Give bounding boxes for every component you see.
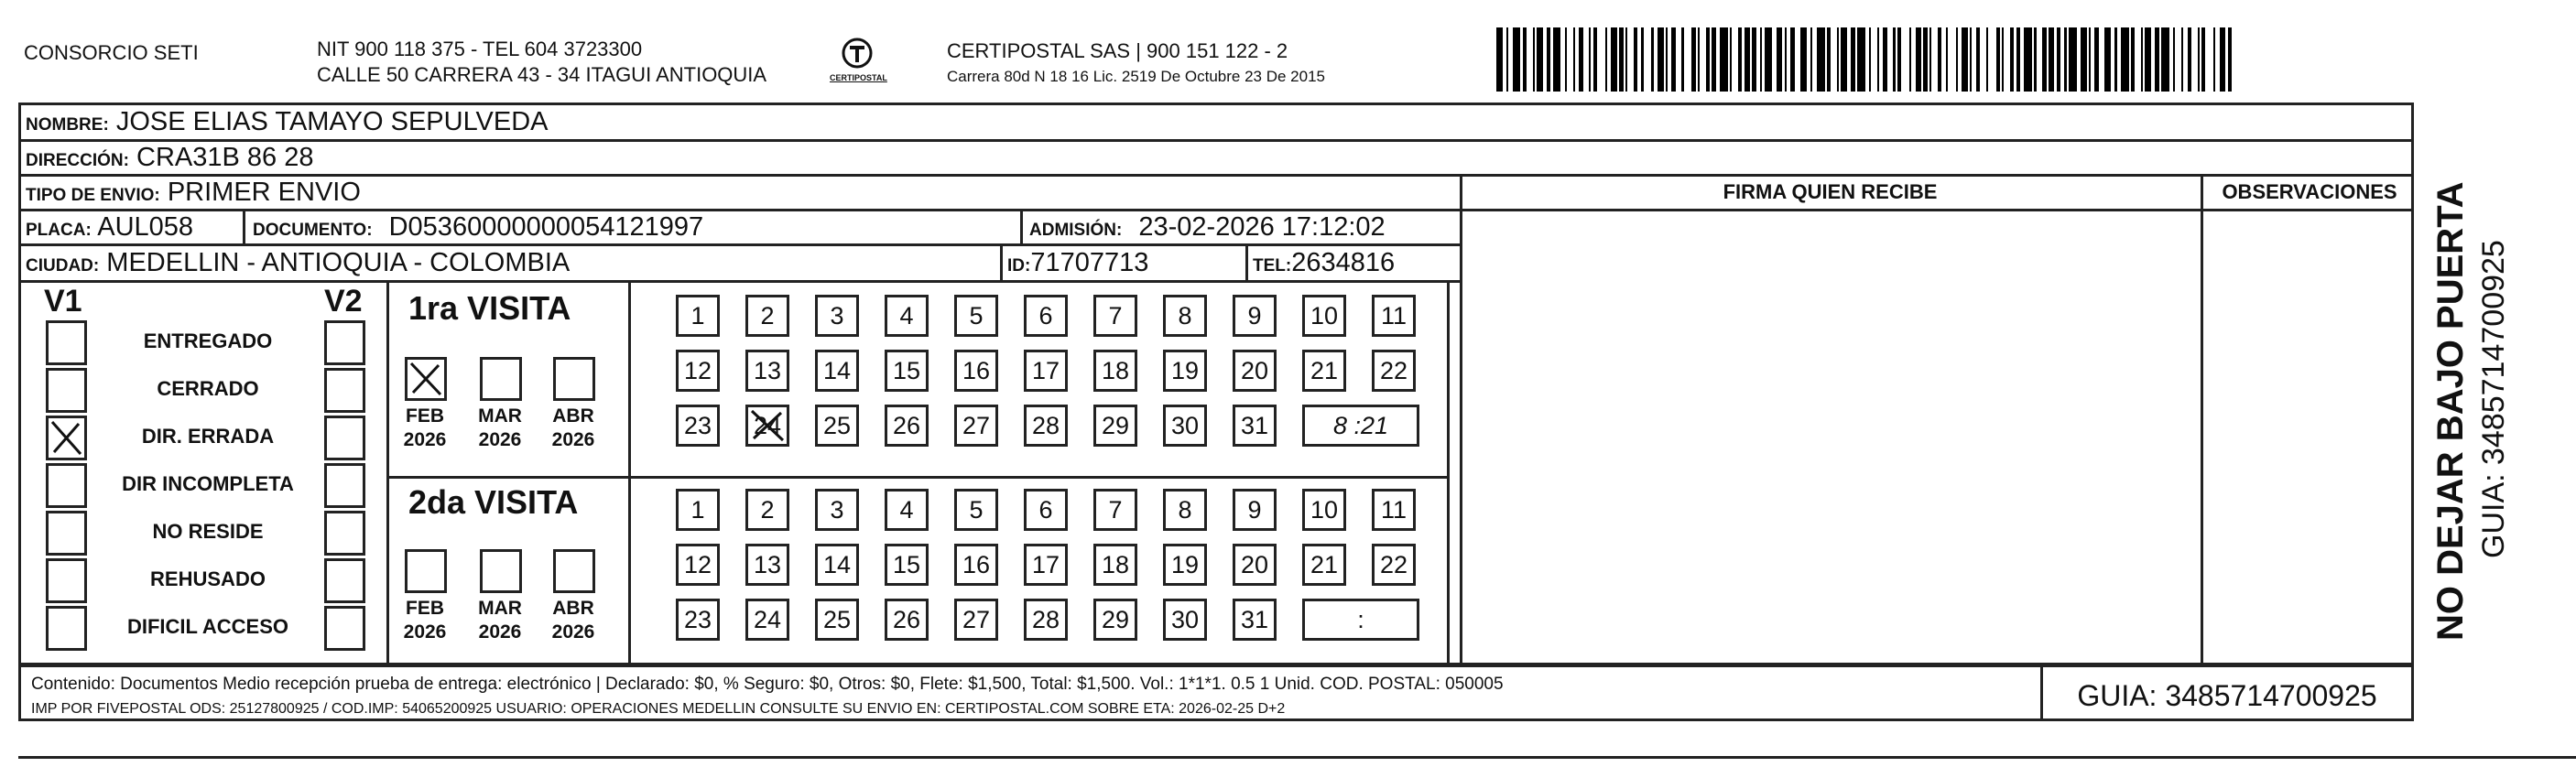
tel-field: [1253, 247, 1395, 282]
barcode-bar: [1785, 27, 1787, 92]
barcode-bar: [2220, 27, 2226, 92]
day-box[interactable]: 23: [676, 405, 720, 447]
x-mark-icon: [49, 418, 84, 458]
v2-checkbox[interactable]: [324, 558, 365, 603]
barcode-bar: [1641, 27, 1643, 92]
day-box[interactable]: 14: [815, 350, 859, 392]
day-box[interactable]: 29: [1093, 405, 1137, 447]
certipostal-line: CERTIPOSTAL SAS | 900 151 122 - 2: [947, 39, 1288, 62]
barcode-bar: [2010, 27, 2014, 92]
barcode-bar: [2104, 27, 2111, 92]
month-year: 2026: [478, 429, 522, 450]
day-box[interactable]: 4: [885, 295, 929, 337]
direccion-value: CRA31B 86 28: [136, 143, 314, 172]
documento-field: [253, 211, 703, 246]
barcode-bar: [1537, 27, 1543, 92]
day-box[interactable]: 8: [1163, 295, 1207, 337]
id-label: ID:: [1007, 256, 1031, 275]
barcode-bar: [1589, 27, 1591, 92]
barcode-bar: [1996, 27, 2000, 92]
status-label: CERRADO: [157, 377, 259, 400]
barcode-bar: [2228, 27, 2232, 92]
v1-checkbox[interactable]: [46, 320, 87, 365]
footer-contenido: Contenido: Documentos Medio recepción prueba de entrega: electrónico | Declarado: $0, % Seguro: $0, Otros: $0, Flete: $1,500, Total: $1,500. Vol.: 1*1*1. 0.5 1 Unid. COD. POSTAL: 050005: [31, 675, 1504, 694]
day-box[interactable]: 11: [1372, 295, 1416, 337]
barcode-bar: [1810, 27, 1812, 92]
barcode-bar: [1712, 27, 1715, 92]
day-box[interactable]: 13: [745, 544, 789, 586]
status-label: DIFICIL ACCESO: [126, 615, 288, 638]
tel-value: 2634816: [1291, 248, 1396, 277]
v2-checkbox[interactable]: [324, 416, 365, 460]
day-box[interactable]: 11: [1372, 489, 1416, 531]
status-label: ENTREGADO: [143, 329, 273, 352]
id-field: [1007, 247, 1148, 282]
documento-label: DOCUMENTO:: [253, 221, 373, 240]
barcode-bar: [1760, 27, 1762, 92]
footer-imp: IMP POR FIVEPOSTAL ODS: 25127800925 / COD.IMP: 54065200925 USUARIO: OPERACIONES MEDELLIN CONSULTE SU ENVIO EN: CERTIPOSTAL.COM SOBRE ETA: 2026-02-25 D+2: [31, 701, 1286, 717]
v1-checkbox[interactable]: [46, 511, 87, 556]
admision-value: 23-02-2026 17:12:02: [1138, 212, 1386, 242]
day-box[interactable]: 8: [1163, 489, 1207, 531]
day-box[interactable]: 22: [1372, 350, 1416, 392]
ciudad-field: [26, 247, 570, 282]
barcode-bar: [1916, 27, 1922, 92]
barcode-bar: [1745, 27, 1751, 92]
v1-checkbox[interactable]: [46, 368, 87, 413]
barcode-bar: [1605, 27, 1607, 92]
v1-checkbox[interactable]: [46, 463, 87, 508]
barcode-bar: [1523, 27, 1527, 92]
barcode-bar: [1929, 27, 1931, 92]
tipo-envio-label: TIPO DE ENVIO:: [26, 186, 160, 205]
month-year: 2026: [478, 621, 522, 643]
barcode-bar: [1752, 27, 1755, 92]
barcode-bar: [1706, 27, 1710, 92]
nombre-field: [26, 106, 549, 141]
v1-checkbox[interactable]: [46, 558, 87, 603]
month-label: ABR: [552, 405, 594, 427]
day-box[interactable]: 14: [815, 544, 859, 586]
barcode-bar: [1909, 27, 1911, 92]
barcode-bar: [2057, 27, 2060, 92]
side-guia: GUIA: 3485714700925: [2476, 240, 2511, 558]
month-label: MAR: [478, 405, 522, 427]
day-box[interactable]: 21: [1302, 350, 1346, 392]
barcode-icon: [1496, 27, 2229, 92]
barcode-bar: [2161, 27, 2169, 92]
x-mark-icon: [408, 360, 444, 398]
license-line: Carrera 80d N 18 16 Lic. 2519 De Octubre 23 De 2015: [947, 68, 1325, 85]
day-box[interactable]: 10: [1302, 295, 1346, 337]
day-box[interactable]: 19: [1163, 350, 1207, 392]
barcode-bar: [2002, 27, 2004, 92]
month-year: 2026: [551, 621, 595, 643]
barcode-bar: [2089, 27, 2091, 92]
day-box[interactable]: 12: [676, 350, 720, 392]
barcode-bar: [1938, 27, 1941, 92]
day-box[interactable]: 17: [1024, 350, 1068, 392]
barcode-bar: [2181, 27, 2183, 92]
barcode-bar: [2155, 27, 2158, 92]
month-label: FEB: [406, 405, 444, 427]
nit-line: NIT 900 118 375 - TEL 604 3723300: [317, 38, 643, 60]
day-box[interactable]: 6: [1024, 295, 1068, 337]
tel-label: TEL:: [1253, 256, 1292, 275]
barcode-bar: [2094, 27, 2098, 92]
day-box[interactable]: 5: [954, 295, 998, 337]
barcode-bar: [2131, 27, 2135, 92]
barcode-bar: [1976, 27, 1980, 92]
day-box[interactable]: 3: [815, 295, 859, 337]
barcode-bar: [1681, 27, 1683, 92]
day-box[interactable]: 31: [1233, 599, 1277, 641]
barcode-bar: [1720, 27, 1728, 92]
admision-field: [1029, 211, 1386, 246]
admision-label: ADMISIÓN:: [1029, 221, 1123, 240]
tipo-envio-value: PRIMER ENVIO: [167, 178, 361, 207]
day-box[interactable]: 25: [815, 599, 859, 641]
barcode-bar: [1553, 27, 1561, 92]
barcode-bar: [1565, 27, 1567, 92]
month-checkbox[interactable]: [405, 549, 447, 593]
day-box[interactable]: 15: [885, 544, 929, 586]
day-box[interactable]: 30: [1163, 599, 1207, 641]
barcode-bar: [2024, 27, 2032, 92]
month-checkbox[interactable]: [480, 357, 522, 401]
barcode-bar: [2121, 27, 2129, 92]
day-box[interactable]: 28: [1024, 405, 1068, 447]
barcode-bar: [1897, 27, 1901, 92]
day-box[interactable]: 5: [954, 489, 998, 531]
v1-checkbox[interactable]: [46, 606, 87, 651]
day-box[interactable]: 27: [954, 599, 998, 641]
barcode-bar: [1573, 27, 1575, 92]
day-box[interactable]: 23: [676, 599, 720, 641]
day-box[interactable]: 25: [815, 405, 859, 447]
barcode-bar: [1869, 27, 1871, 92]
barcode-bar: [1986, 27, 1988, 92]
v1-header: V1: [44, 284, 82, 319]
barcode-bar: [2114, 27, 2116, 92]
barcode-bar: [1841, 27, 1847, 92]
barcode-bar: [1666, 27, 1668, 92]
placa-value: AUL058: [97, 212, 194, 242]
first-visit-title: 1ra VISITA: [408, 289, 571, 327]
status-label: NO RESIDE: [152, 520, 264, 543]
month-year: 2026: [551, 429, 595, 450]
day-box[interactable]: 10: [1302, 489, 1346, 531]
ciudad-value: MEDELLIN - ANTIOQUIA - COLOMBIA: [106, 248, 571, 277]
barcode-bar: [1857, 27, 1865, 92]
day-box[interactable]: 20: [1233, 350, 1277, 392]
barcode-bar: [2188, 27, 2191, 92]
barcode-bar: [2034, 27, 2036, 92]
day-box[interactable]: 7: [1093, 489, 1137, 531]
barcode-bar: [1777, 27, 1783, 92]
day-box[interactable]: 31: [1233, 405, 1277, 447]
status-label: REHUSADO: [150, 567, 266, 590]
barcode-bar: [1533, 27, 1535, 92]
barcode-bar: [2213, 27, 2215, 92]
firma-header: FIRMA QUIEN RECIBE: [1723, 180, 1938, 203]
barcode-bar: [2064, 27, 2066, 92]
barcode-bar: [1827, 27, 1831, 92]
placa-field: [26, 211, 193, 246]
day-box[interactable]: 19: [1163, 544, 1207, 586]
barcode-bar: [1671, 27, 1675, 92]
status-label: DIR INCOMPLETA: [122, 472, 294, 495]
barcode-bar: [1738, 27, 1742, 92]
certipostal-logo-icon: [839, 37, 875, 73]
v2-header: V2: [324, 284, 363, 319]
barcode-bar: [1790, 27, 1794, 92]
v1-checkbox[interactable]: [46, 416, 87, 460]
barcode-bar: [1837, 27, 1839, 92]
day-box[interactable]: 1: [676, 295, 720, 337]
barcode-bar: [2145, 27, 2151, 92]
barcode-bar: [1634, 27, 1637, 92]
day-box[interactable]: 27: [954, 405, 998, 447]
month-label: MAR: [478, 598, 522, 619]
barcode-bar: [2173, 27, 2175, 92]
barcode-bar: [1698, 27, 1700, 92]
month-checkbox[interactable]: [553, 549, 595, 593]
barcode-bar: [1496, 27, 1503, 92]
day-box[interactable]: 29: [1093, 599, 1137, 641]
barcode-bar: [2069, 27, 2077, 92]
barcode-bar: [1513, 27, 1521, 92]
day-box[interactable]: 20: [1233, 544, 1277, 586]
month-checkbox[interactable]: [553, 357, 595, 401]
month-checkbox[interactable]: [405, 357, 447, 401]
direccion-field: [26, 142, 313, 177]
barcode-bar: [1730, 27, 1732, 92]
barcode-bar: [1547, 27, 1550, 92]
tipo-envio-field: [26, 177, 361, 211]
month-checkbox[interactable]: [480, 549, 522, 593]
documento-value: D05360000000054121997: [388, 212, 704, 242]
barcode-bar: [1765, 27, 1773, 92]
v2-checkbox[interactable]: [324, 368, 365, 413]
month-year: 2026: [403, 621, 447, 643]
nombre-value: JOSE ELIAS TAMAYO SEPULVEDA: [115, 107, 549, 136]
barcode-bar: [1946, 27, 1948, 92]
barcode-bar: [1851, 27, 1854, 92]
day-box[interactable]: 2: [745, 489, 789, 531]
barcode-bar: [2042, 27, 2046, 92]
barcode-bar: [2201, 27, 2205, 92]
no-dejar-bajo-puerta: NO DEJAR BAJO PUERTA: [2430, 181, 2471, 641]
month-label: ABR: [552, 598, 594, 619]
barcode-bar: [2016, 27, 2020, 92]
day-box[interactable]: 16: [954, 350, 998, 392]
day-box[interactable]: 6: [1024, 489, 1068, 531]
barcode-bar: [1691, 27, 1695, 92]
day-box[interactable]: 18: [1093, 544, 1137, 586]
barcode-bar: [2141, 27, 2143, 92]
day-box[interactable]: 12: [676, 544, 720, 586]
barcode-bar: [1506, 27, 1508, 92]
barcode-bar: [1962, 27, 1968, 92]
address-line: CALLE 50 CARRERA 43 - 34 ITAGUI ANTIOQUIA: [317, 63, 767, 86]
month-label: FEB: [406, 598, 444, 619]
ciudad-label: CIUDAD:: [26, 256, 100, 275]
day-box[interactable]: 28: [1024, 599, 1068, 641]
nombre-label: NOMBRE:: [26, 115, 109, 135]
barcode-bar: [1651, 27, 1653, 92]
observaciones-header: OBSERVACIONES: [2222, 180, 2397, 203]
barcode-bar: [1611, 27, 1617, 92]
barcode-bar: [1579, 27, 1582, 92]
barcode-bar: [1625, 27, 1627, 92]
second-visit-title: 2da VISITA: [408, 483, 579, 521]
day-box[interactable]: 9: [1233, 295, 1277, 337]
barcode-bar: [1817, 27, 1825, 92]
company-name: CONSORCIO SETI: [24, 41, 199, 64]
month-year: 2026: [403, 429, 447, 450]
footer-guia: GUIA: 3485714700925: [2077, 679, 2377, 712]
barcode-bar: [1619, 27, 1623, 92]
day-box[interactable]: 2: [745, 295, 789, 337]
time-box[interactable]: :: [1302, 599, 1419, 641]
barcode-bar: [1883, 27, 1886, 92]
v2-checkbox[interactable]: [324, 320, 365, 365]
placa-label: PLACA:: [26, 221, 92, 240]
barcode-bar: [1893, 27, 1895, 92]
day-box[interactable]: 24: [745, 405, 789, 447]
barcode-bar: [1970, 27, 1972, 92]
day-box[interactable]: 9: [1233, 489, 1277, 531]
day-box[interactable]: 21: [1302, 544, 1346, 586]
id-value: 71707713: [1030, 248, 1149, 277]
day-box[interactable]: 13: [745, 350, 789, 392]
v2-checkbox[interactable]: [324, 511, 365, 556]
x-mark-icon: [748, 407, 787, 444]
day-box[interactable]: 30: [1163, 405, 1207, 447]
status-label: DIR. ERRADA: [141, 425, 275, 448]
barcode-bar: [2049, 27, 2055, 92]
barcode-bar: [2081, 27, 2087, 92]
day-box[interactable]: 7: [1093, 295, 1137, 337]
day-box[interactable]: 3: [815, 489, 859, 531]
day-box[interactable]: 18: [1093, 350, 1137, 392]
v2-checkbox[interactable]: [324, 463, 365, 508]
barcode-bar: [1593, 27, 1597, 92]
day-box[interactable]: 1: [676, 489, 720, 531]
day-box[interactable]: 26: [885, 405, 929, 447]
v2-checkbox[interactable]: [324, 606, 365, 651]
logo-text: CERTIPOSTAL: [830, 73, 887, 82]
barcode-bar: [1877, 27, 1879, 92]
barcode-bar: [1800, 27, 1807, 92]
direccion-label: DIRECCIÓN:: [26, 151, 129, 170]
day-box[interactable]: 17: [1024, 544, 1068, 586]
barcode-bar: [2198, 27, 2200, 92]
day-box[interactable]: 4: [885, 489, 929, 531]
barcode-bar: [1923, 27, 1927, 92]
day-box[interactable]: 15: [885, 350, 929, 392]
barcode-bar: [1658, 27, 1664, 92]
time-box[interactable]: 8 :21: [1302, 405, 1419, 447]
day-box[interactable]: 26: [885, 599, 929, 641]
barcode-bar: [1956, 27, 1958, 92]
day-box[interactable]: 24: [745, 599, 789, 641]
day-box[interactable]: 16: [954, 544, 998, 586]
day-box[interactable]: 22: [1372, 544, 1416, 586]
